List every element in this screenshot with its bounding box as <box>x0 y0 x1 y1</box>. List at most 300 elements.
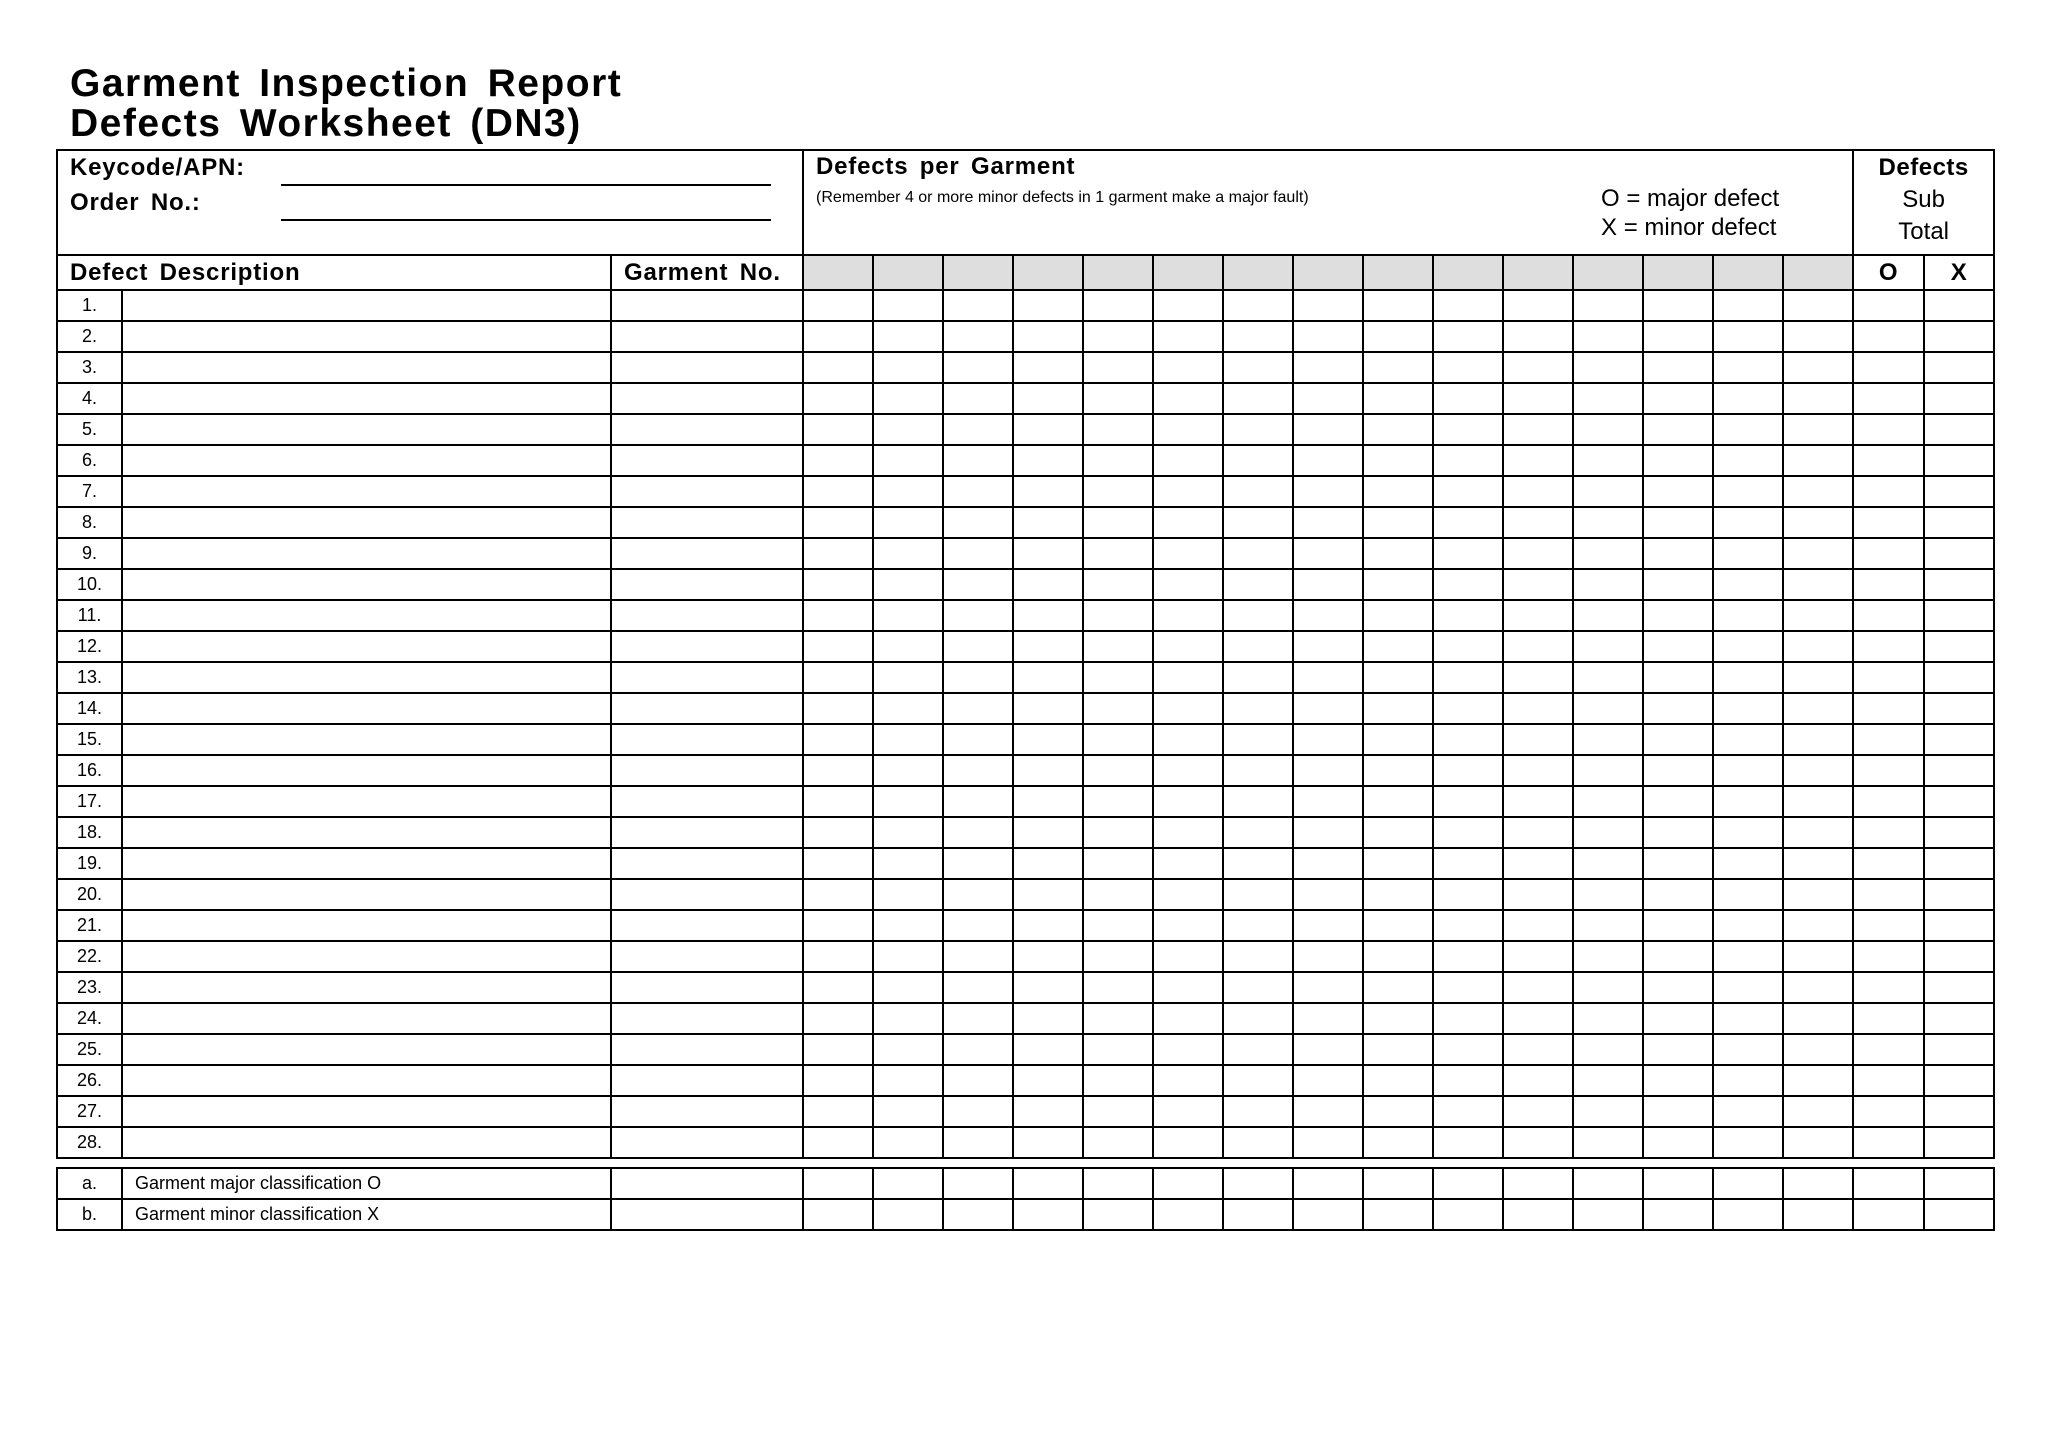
defect-description-cell[interactable] <box>122 383 611 414</box>
defect-mark-cell[interactable] <box>1153 414 1223 445</box>
minor-subtotal-cell[interactable] <box>1924 445 1994 476</box>
defect-mark-cell[interactable] <box>1433 631 1503 662</box>
defect-mark-cell[interactable] <box>873 1034 943 1065</box>
garment-no-cell[interactable] <box>611 910 803 941</box>
defect-mark-cell[interactable] <box>1503 1127 1573 1158</box>
defect-description-cell[interactable] <box>122 879 611 910</box>
defect-mark-cell[interactable] <box>1293 1065 1363 1096</box>
defect-mark-cell[interactable] <box>1783 910 1853 941</box>
defect-mark-cell[interactable] <box>1223 1168 1293 1199</box>
defect-mark-cell[interactable] <box>1713 724 1783 755</box>
defect-mark-cell[interactable] <box>1153 1096 1223 1127</box>
defect-mark-cell[interactable] <box>1783 693 1853 724</box>
defect-mark-cell[interactable] <box>1573 1034 1643 1065</box>
defect-mark-cell[interactable] <box>1223 569 1293 600</box>
defect-mark-cell[interactable] <box>1713 445 1783 476</box>
defect-mark-cell[interactable] <box>1083 879 1153 910</box>
defect-mark-cell[interactable] <box>803 848 873 879</box>
defect-mark-cell[interactable] <box>1293 662 1363 693</box>
defect-mark-cell[interactable] <box>1643 693 1713 724</box>
defect-mark-cell[interactable] <box>943 1168 1013 1199</box>
defect-mark-cell[interactable] <box>1433 600 1503 631</box>
defect-mark-cell[interactable] <box>1713 600 1783 631</box>
defect-mark-cell[interactable] <box>1783 786 1853 817</box>
defect-mark-cell[interactable] <box>1643 1065 1713 1096</box>
defect-description-cell[interactable] <box>122 1096 611 1127</box>
defect-mark-cell[interactable] <box>1013 910 1083 941</box>
defect-mark-cell[interactable] <box>873 383 943 414</box>
defect-mark-cell[interactable] <box>803 693 873 724</box>
defect-mark-cell[interactable] <box>1713 1199 1783 1230</box>
defect-mark-cell[interactable] <box>803 1096 873 1127</box>
minor-subtotal-cell[interactable] <box>1924 383 1994 414</box>
defect-mark-cell[interactable] <box>1503 1168 1573 1199</box>
defect-mark-cell[interactable] <box>1153 817 1223 848</box>
defect-mark-cell[interactable] <box>943 1065 1013 1096</box>
defect-mark-cell[interactable] <box>1363 507 1433 538</box>
minor-subtotal-cell[interactable] <box>1924 352 1994 383</box>
defect-mark-cell[interactable] <box>1363 414 1433 445</box>
keycode-input-line[interactable] <box>281 184 771 186</box>
minor-subtotal-cell[interactable] <box>1924 569 1994 600</box>
major-subtotal-cell[interactable] <box>1853 879 1924 910</box>
defect-mark-cell[interactable] <box>1643 352 1713 383</box>
garment-number-cell[interactable] <box>1153 255 1223 290</box>
defect-mark-cell[interactable] <box>1083 1003 1153 1034</box>
defect-mark-cell[interactable] <box>1713 1034 1783 1065</box>
defect-mark-cell[interactable] <box>1783 1034 1853 1065</box>
defect-mark-cell[interactable] <box>1503 879 1573 910</box>
defect-mark-cell[interactable] <box>1573 941 1643 972</box>
minor-subtotal-cell[interactable] <box>1924 879 1994 910</box>
defect-mark-cell[interactable] <box>1573 352 1643 383</box>
garment-no-cell[interactable] <box>611 1096 803 1127</box>
defect-mark-cell[interactable] <box>1363 941 1433 972</box>
defect-mark-cell[interactable] <box>943 1034 1013 1065</box>
minor-subtotal-cell[interactable] <box>1924 1096 1994 1127</box>
minor-subtotal-cell[interactable] <box>1924 972 1994 1003</box>
major-subtotal-cell[interactable] <box>1853 817 1924 848</box>
defect-mark-cell[interactable] <box>1083 817 1153 848</box>
defect-mark-cell[interactable] <box>1783 848 1853 879</box>
defect-mark-cell[interactable] <box>1013 538 1083 569</box>
defect-description-cell[interactable] <box>122 910 611 941</box>
defect-mark-cell[interactable] <box>1433 755 1503 786</box>
defect-mark-cell[interactable] <box>1573 1065 1643 1096</box>
defect-mark-cell[interactable] <box>803 1065 873 1096</box>
defect-mark-cell[interactable] <box>943 817 1013 848</box>
defect-mark-cell[interactable] <box>1783 972 1853 1003</box>
defect-mark-cell[interactable] <box>1013 321 1083 352</box>
defect-mark-cell[interactable] <box>1503 972 1573 1003</box>
defect-mark-cell[interactable] <box>1503 1199 1573 1230</box>
defect-mark-cell[interactable] <box>1293 321 1363 352</box>
defect-mark-cell[interactable] <box>1153 972 1223 1003</box>
garment-no-cell[interactable] <box>611 662 803 693</box>
defect-mark-cell[interactable] <box>803 507 873 538</box>
defect-description-cell[interactable] <box>122 569 611 600</box>
defect-mark-cell[interactable] <box>1783 755 1853 786</box>
defect-mark-cell[interactable] <box>1573 476 1643 507</box>
major-subtotal-cell[interactable] <box>1853 569 1924 600</box>
garment-number-cell[interactable] <box>1363 255 1433 290</box>
defect-mark-cell[interactable] <box>1083 724 1153 755</box>
defect-mark-cell[interactable] <box>1363 879 1433 910</box>
defect-mark-cell[interactable] <box>1223 631 1293 662</box>
defect-mark-cell[interactable] <box>1503 476 1573 507</box>
defect-mark-cell[interactable] <box>943 414 1013 445</box>
defect-mark-cell[interactable] <box>1643 817 1713 848</box>
defect-mark-cell[interactable] <box>1713 910 1783 941</box>
defect-mark-cell[interactable] <box>1153 910 1223 941</box>
defect-mark-cell[interactable] <box>1083 290 1153 321</box>
defect-mark-cell[interactable] <box>1293 1127 1363 1158</box>
defect-mark-cell[interactable] <box>1783 600 1853 631</box>
defect-mark-cell[interactable] <box>1433 910 1503 941</box>
major-subtotal-cell[interactable] <box>1853 321 1924 352</box>
defect-mark-cell[interactable] <box>873 972 943 1003</box>
order-no-input-line[interactable] <box>281 219 771 221</box>
defect-mark-cell[interactable] <box>1643 631 1713 662</box>
defect-mark-cell[interactable] <box>1643 569 1713 600</box>
defect-mark-cell[interactable] <box>1643 910 1713 941</box>
defect-mark-cell[interactable] <box>1503 817 1573 848</box>
defect-mark-cell[interactable] <box>803 972 873 1003</box>
defect-mark-cell[interactable] <box>1363 724 1433 755</box>
major-subtotal-cell[interactable] <box>1853 662 1924 693</box>
defect-mark-cell[interactable] <box>803 662 873 693</box>
defect-mark-cell[interactable] <box>1503 383 1573 414</box>
minor-subtotal-cell[interactable] <box>1924 848 1994 879</box>
defect-description-cell[interactable] <box>122 1034 611 1065</box>
defect-mark-cell[interactable] <box>1783 724 1853 755</box>
garment-number-cell[interactable] <box>803 255 873 290</box>
defect-mark-cell[interactable] <box>1083 1199 1153 1230</box>
defect-mark-cell[interactable] <box>1713 817 1783 848</box>
defect-mark-cell[interactable] <box>1783 631 1853 662</box>
minor-subtotal-cell[interactable] <box>1924 290 1994 321</box>
defect-mark-cell[interactable] <box>1223 724 1293 755</box>
defect-mark-cell[interactable] <box>1573 910 1643 941</box>
defect-mark-cell[interactable] <box>1713 786 1783 817</box>
defect-mark-cell[interactable] <box>1083 1096 1153 1127</box>
major-subtotal-cell[interactable] <box>1853 352 1924 383</box>
garment-no-cell[interactable] <box>611 321 803 352</box>
defect-mark-cell[interactable] <box>1433 476 1503 507</box>
major-subtotal-cell[interactable] <box>1853 693 1924 724</box>
defect-mark-cell[interactable] <box>943 445 1013 476</box>
major-subtotal-cell[interactable] <box>1853 507 1924 538</box>
defect-mark-cell[interactable] <box>1433 848 1503 879</box>
defect-description-cell[interactable] <box>122 631 611 662</box>
defect-mark-cell[interactable] <box>873 879 943 910</box>
defect-mark-cell[interactable] <box>1153 538 1223 569</box>
defect-mark-cell[interactable] <box>1223 290 1293 321</box>
defect-mark-cell[interactable] <box>1783 569 1853 600</box>
defect-mark-cell[interactable] <box>873 631 943 662</box>
defect-mark-cell[interactable] <box>873 786 943 817</box>
defect-mark-cell[interactable] <box>1713 538 1783 569</box>
minor-subtotal-cell[interactable] <box>1924 755 1994 786</box>
defect-mark-cell[interactable] <box>1643 941 1713 972</box>
defect-mark-cell[interactable] <box>873 1065 943 1096</box>
major-subtotal-cell[interactable] <box>1853 1199 1924 1230</box>
defect-mark-cell[interactable] <box>1713 1127 1783 1158</box>
defect-mark-cell[interactable] <box>1153 848 1223 879</box>
defect-mark-cell[interactable] <box>1363 1065 1433 1096</box>
defect-mark-cell[interactable] <box>1083 352 1153 383</box>
defect-mark-cell[interactable] <box>943 569 1013 600</box>
defect-mark-cell[interactable] <box>803 1127 873 1158</box>
defect-mark-cell[interactable] <box>873 445 943 476</box>
defect-mark-cell[interactable] <box>1713 1003 1783 1034</box>
major-subtotal-cell[interactable] <box>1853 848 1924 879</box>
minor-subtotal-cell[interactable] <box>1924 662 1994 693</box>
defect-mark-cell[interactable] <box>1713 507 1783 538</box>
garment-no-cell[interactable] <box>611 972 803 1003</box>
defect-mark-cell[interactable] <box>1713 1096 1783 1127</box>
defect-mark-cell[interactable] <box>1153 476 1223 507</box>
garment-no-cell[interactable] <box>611 569 803 600</box>
defect-mark-cell[interactable] <box>1573 1003 1643 1034</box>
garment-number-cell[interactable] <box>1223 255 1293 290</box>
garment-no-cell[interactable] <box>611 724 803 755</box>
defect-mark-cell[interactable] <box>803 1168 873 1199</box>
defect-mark-cell[interactable] <box>1153 662 1223 693</box>
defect-mark-cell[interactable] <box>1013 414 1083 445</box>
defect-mark-cell[interactable] <box>1013 755 1083 786</box>
defect-description-cell[interactable] <box>122 755 611 786</box>
defect-mark-cell[interactable] <box>1013 1065 1083 1096</box>
defect-mark-cell[interactable] <box>1643 600 1713 631</box>
defect-mark-cell[interactable] <box>1503 1065 1573 1096</box>
defect-mark-cell[interactable] <box>803 1003 873 1034</box>
defect-mark-cell[interactable] <box>1153 755 1223 786</box>
defect-mark-cell[interactable] <box>1643 321 1713 352</box>
defect-mark-cell[interactable] <box>1433 538 1503 569</box>
defect-description-cell[interactable] <box>122 538 611 569</box>
minor-subtotal-cell[interactable] <box>1924 1168 1994 1199</box>
defect-mark-cell[interactable] <box>1713 352 1783 383</box>
defect-mark-cell[interactable] <box>1223 1127 1293 1158</box>
defect-mark-cell[interactable] <box>1573 786 1643 817</box>
defect-mark-cell[interactable] <box>1573 817 1643 848</box>
defect-mark-cell[interactable] <box>1433 817 1503 848</box>
defect-mark-cell[interactable] <box>1433 507 1503 538</box>
defect-mark-cell[interactable] <box>1013 724 1083 755</box>
defect-mark-cell[interactable] <box>1503 445 1573 476</box>
defect-mark-cell[interactable] <box>1643 1034 1713 1065</box>
garment-no-cell[interactable] <box>611 445 803 476</box>
defect-mark-cell[interactable] <box>1503 600 1573 631</box>
defect-mark-cell[interactable] <box>1293 910 1363 941</box>
defect-mark-cell[interactable] <box>1433 1199 1503 1230</box>
defect-mark-cell[interactable] <box>1083 1127 1153 1158</box>
minor-subtotal-cell[interactable] <box>1924 321 1994 352</box>
garment-number-cell[interactable] <box>1573 255 1643 290</box>
defect-mark-cell[interactable] <box>943 507 1013 538</box>
garment-number-cell[interactable] <box>1503 255 1573 290</box>
defect-mark-cell[interactable] <box>803 724 873 755</box>
minor-subtotal-cell[interactable] <box>1924 817 1994 848</box>
defect-mark-cell[interactable] <box>943 693 1013 724</box>
defect-mark-cell[interactable] <box>1013 569 1083 600</box>
defect-mark-cell[interactable] <box>1223 476 1293 507</box>
defect-mark-cell[interactable] <box>1573 1127 1643 1158</box>
defect-mark-cell[interactable] <box>1503 786 1573 817</box>
defect-mark-cell[interactable] <box>1223 755 1293 786</box>
defect-mark-cell[interactable] <box>1643 1003 1713 1034</box>
defect-mark-cell[interactable] <box>1153 941 1223 972</box>
defect-mark-cell[interactable] <box>1223 941 1293 972</box>
major-subtotal-cell[interactable] <box>1853 538 1924 569</box>
defect-mark-cell[interactable] <box>1013 600 1083 631</box>
defect-mark-cell[interactable] <box>1573 1168 1643 1199</box>
defect-mark-cell[interactable] <box>1363 910 1433 941</box>
defect-mark-cell[interactable] <box>1573 445 1643 476</box>
defect-mark-cell[interactable] <box>1363 786 1433 817</box>
defect-mark-cell[interactable] <box>1013 693 1083 724</box>
defect-mark-cell[interactable] <box>873 817 943 848</box>
defect-mark-cell[interactable] <box>873 848 943 879</box>
garment-number-cell[interactable] <box>1643 255 1713 290</box>
defect-mark-cell[interactable] <box>1223 414 1293 445</box>
defect-mark-cell[interactable] <box>1293 414 1363 445</box>
defect-mark-cell[interactable] <box>1013 352 1083 383</box>
defect-mark-cell[interactable] <box>1223 1096 1293 1127</box>
defect-mark-cell[interactable] <box>1713 972 1783 1003</box>
defect-mark-cell[interactable] <box>1293 1199 1363 1230</box>
defect-mark-cell[interactable] <box>943 476 1013 507</box>
defect-mark-cell[interactable] <box>803 600 873 631</box>
defect-mark-cell[interactable] <box>943 631 1013 662</box>
minor-subtotal-cell[interactable] <box>1924 476 1994 507</box>
defect-mark-cell[interactable] <box>1363 1168 1433 1199</box>
defect-mark-cell[interactable] <box>873 941 943 972</box>
defect-mark-cell[interactable] <box>1013 1096 1083 1127</box>
defect-mark-cell[interactable] <box>1153 1034 1223 1065</box>
defect-mark-cell[interactable] <box>943 383 1013 414</box>
defect-mark-cell[interactable] <box>1083 631 1153 662</box>
defect-mark-cell[interactable] <box>1363 755 1433 786</box>
defect-mark-cell[interactable] <box>1783 1065 1853 1096</box>
defect-mark-cell[interactable] <box>1503 1096 1573 1127</box>
defect-mark-cell[interactable] <box>803 414 873 445</box>
defect-mark-cell[interactable] <box>1573 414 1643 445</box>
major-subtotal-cell[interactable] <box>1853 600 1924 631</box>
defect-mark-cell[interactable] <box>1573 1199 1643 1230</box>
defect-mark-cell[interactable] <box>803 445 873 476</box>
defect-mark-cell[interactable] <box>803 290 873 321</box>
garment-no-cell[interactable] <box>611 631 803 662</box>
defect-mark-cell[interactable] <box>1713 290 1783 321</box>
defect-mark-cell[interactable] <box>873 476 943 507</box>
defect-mark-cell[interactable] <box>1573 662 1643 693</box>
defect-mark-cell[interactable] <box>1713 321 1783 352</box>
defect-mark-cell[interactable] <box>1573 755 1643 786</box>
defect-description-cell[interactable] <box>122 972 611 1003</box>
defect-mark-cell[interactable] <box>873 1003 943 1034</box>
defect-mark-cell[interactable] <box>1363 569 1433 600</box>
defect-mark-cell[interactable] <box>1503 538 1573 569</box>
major-subtotal-cell[interactable] <box>1853 290 1924 321</box>
defect-mark-cell[interactable] <box>1153 569 1223 600</box>
defect-mark-cell[interactable] <box>1783 538 1853 569</box>
defect-mark-cell[interactable] <box>1083 507 1153 538</box>
garment-no-cell[interactable] <box>611 476 803 507</box>
defect-mark-cell[interactable] <box>1223 786 1293 817</box>
defect-mark-cell[interactable] <box>1293 1096 1363 1127</box>
major-subtotal-cell[interactable] <box>1853 631 1924 662</box>
defect-mark-cell[interactable] <box>1783 1003 1853 1034</box>
defect-mark-cell[interactable] <box>1783 817 1853 848</box>
defect-mark-cell[interactable] <box>1013 786 1083 817</box>
defect-mark-cell[interactable] <box>1363 972 1433 1003</box>
defect-mark-cell[interactable] <box>1363 848 1433 879</box>
defect-mark-cell[interactable] <box>1433 1034 1503 1065</box>
defect-mark-cell[interactable] <box>1153 631 1223 662</box>
defect-mark-cell[interactable] <box>1013 817 1083 848</box>
major-subtotal-cell[interactable] <box>1853 476 1924 507</box>
defect-mark-cell[interactable] <box>1783 290 1853 321</box>
defect-mark-cell[interactable] <box>1293 507 1363 538</box>
defect-mark-cell[interactable] <box>1223 507 1293 538</box>
defect-mark-cell[interactable] <box>1153 600 1223 631</box>
defect-mark-cell[interactable] <box>873 352 943 383</box>
defect-mark-cell[interactable] <box>1083 848 1153 879</box>
defect-mark-cell[interactable] <box>1293 383 1363 414</box>
defect-mark-cell[interactable] <box>803 755 873 786</box>
defect-mark-cell[interactable] <box>1573 290 1643 321</box>
defect-mark-cell[interactable] <box>1573 538 1643 569</box>
defect-mark-cell[interactable] <box>873 569 943 600</box>
garment-no-cell[interactable] <box>611 1065 803 1096</box>
defect-mark-cell[interactable] <box>873 755 943 786</box>
garment-no-cell[interactable] <box>611 1168 803 1199</box>
minor-subtotal-cell[interactable] <box>1924 1003 1994 1034</box>
defect-mark-cell[interactable] <box>803 910 873 941</box>
defect-mark-cell[interactable] <box>1153 383 1223 414</box>
defect-mark-cell[interactable] <box>1363 1096 1433 1127</box>
defect-mark-cell[interactable] <box>1573 321 1643 352</box>
garment-no-cell[interactable] <box>611 352 803 383</box>
defect-mark-cell[interactable] <box>1293 352 1363 383</box>
defect-mark-cell[interactable] <box>1293 476 1363 507</box>
defect-mark-cell[interactable] <box>1433 445 1503 476</box>
defect-mark-cell[interactable] <box>1293 941 1363 972</box>
defect-mark-cell[interactable] <box>1573 507 1643 538</box>
defect-mark-cell[interactable] <box>1013 631 1083 662</box>
garment-no-cell[interactable] <box>611 879 803 910</box>
defect-mark-cell[interactable] <box>1083 445 1153 476</box>
defect-mark-cell[interactable] <box>1573 972 1643 1003</box>
garment-no-cell[interactable] <box>611 383 803 414</box>
defect-mark-cell[interactable] <box>1783 1096 1853 1127</box>
defect-mark-cell[interactable] <box>1573 693 1643 724</box>
defect-mark-cell[interactable] <box>1013 290 1083 321</box>
defect-mark-cell[interactable] <box>1643 724 1713 755</box>
defect-mark-cell[interactable] <box>1153 1003 1223 1034</box>
defect-description-cell[interactable] <box>122 414 611 445</box>
defect-mark-cell[interactable] <box>1223 600 1293 631</box>
defect-mark-cell[interactable] <box>1153 879 1223 910</box>
defect-mark-cell[interactable] <box>1503 941 1573 972</box>
defect-mark-cell[interactable] <box>803 1034 873 1065</box>
defect-mark-cell[interactable] <box>1363 383 1433 414</box>
defect-mark-cell[interactable] <box>1713 1065 1783 1096</box>
defect-mark-cell[interactable] <box>1433 1096 1503 1127</box>
defect-mark-cell[interactable] <box>1573 569 1643 600</box>
